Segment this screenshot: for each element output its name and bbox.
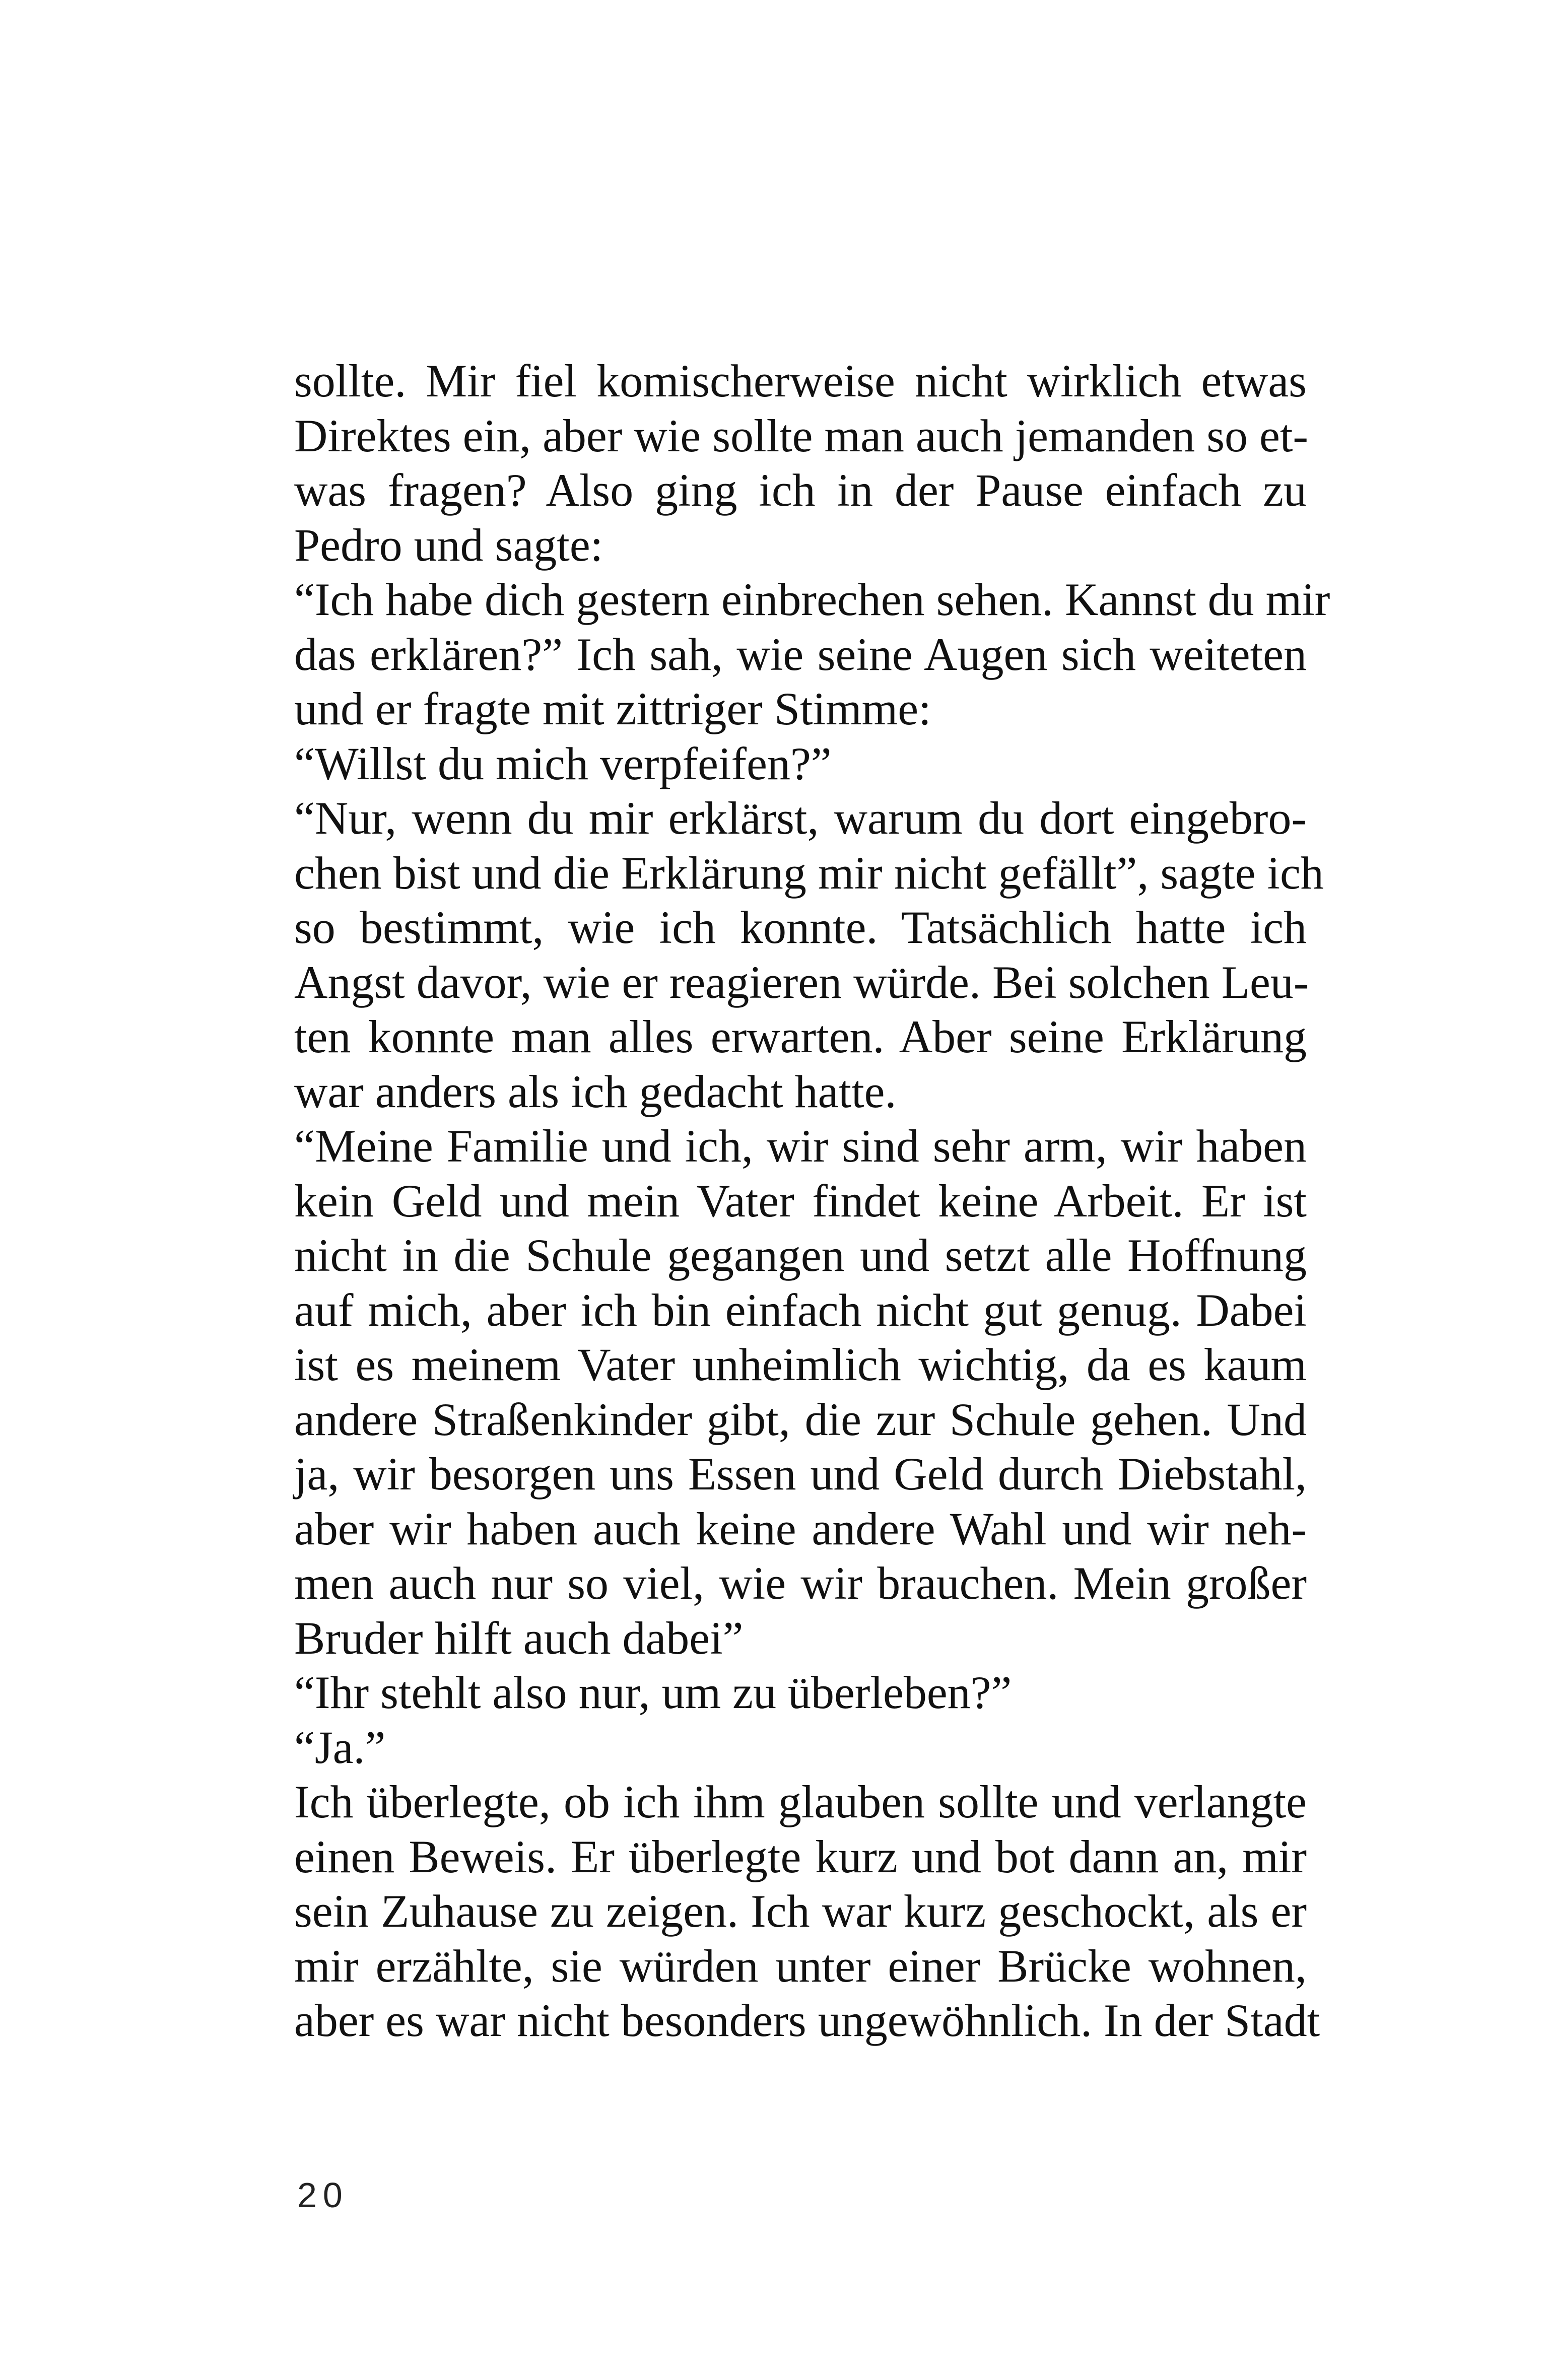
text-line: ist es meinem Vater unheimlich wichtig, da es kaum bbox=[294, 1339, 1307, 1390]
text-line: Bruder hilft auch dabei” bbox=[294, 1612, 744, 1664]
text-line: aber es war nicht besonders ungewöhnlich. In der Stadt bbox=[294, 1995, 1320, 2046]
text-line: Direktes ein, aber wie sollte man auch jemanden so et- bbox=[294, 410, 1309, 461]
text-line: Angst davor, wie er reagieren würde. Bei solchen Leu- bbox=[294, 956, 1309, 1008]
text-line: “Nur, wenn du mir erklärst, warum du dort eingebro- bbox=[294, 792, 1307, 844]
text-line: war anders als ich gedacht hatte. bbox=[294, 1065, 897, 1117]
text-line: so bestimmt, wie ich konnte. Tatsächlich hatte ich bbox=[294, 902, 1307, 953]
text-line: nicht in die Schule gegangen und setzt alle Hoffnung bbox=[294, 1230, 1307, 1281]
text-line: was fragen? Also ging ich in der Pause einfach zu bbox=[294, 464, 1307, 516]
text-line: einen Beweis. Er überlegte kurz und bot dann an, mir bbox=[294, 1830, 1307, 1882]
text-line: sein Zuhause zu zeigen. Ich war kurz geschockt, als er bbox=[294, 1885, 1307, 1937]
text-line: andere Straßenkinder gibt, die zur Schule gehen. Und bbox=[294, 1393, 1307, 1445]
text-line: kein Geld und mein Vater findet keine Arbeit. Er ist bbox=[294, 1175, 1307, 1227]
text-line: “Ihr stehlt also nur, um zu überleben?” bbox=[294, 1667, 1012, 1718]
text-line: ten konnte man alles erwarten. Aber seine Erklärung bbox=[294, 1011, 1307, 1062]
text-line: mir erzählte, sie würden unter einer Brücke wohnen, bbox=[294, 1940, 1307, 1992]
text-line: und er fragte mit zittriger Stimme: bbox=[294, 683, 931, 734]
text-line: auf mich, aber ich bin einfach nicht gut genug. Dabei bbox=[294, 1284, 1307, 1336]
text-line: Ich überlegte, ob ich ihm glauben sollte und verlangte bbox=[294, 1776, 1307, 1827]
text-line: chen bist und die Erklärung mir nicht gefällt”, sagte ich bbox=[294, 847, 1324, 899]
text-line: aber wir haben auch keine andere Wahl und wir neh- bbox=[294, 1503, 1307, 1554]
text-line: ja, wir besorgen uns Essen und Geld durch Diebstahl, bbox=[294, 1448, 1307, 1500]
text-line: das erklären?” Ich sah, wie seine Augen sich weiteten bbox=[294, 628, 1307, 680]
page-number: 20 bbox=[297, 2175, 349, 2215]
text-line: “Ja.” bbox=[294, 1721, 386, 1773]
text-line: men auch nur so viel, wie wir brauchen. Mein großer bbox=[294, 1557, 1307, 1609]
text-line: Pedro und sagte: bbox=[294, 519, 603, 571]
text-line: “Meine Familie und ich, wir sind sehr arm, wir haben bbox=[294, 1120, 1307, 1172]
body-text bbox=[294, 354, 1330, 2048]
text-line: sollte. Mir fiel komischerweise nicht wirklich etwas bbox=[294, 355, 1307, 406]
text-line: “Willst du mich verpfeifen?” bbox=[294, 737, 832, 789]
text-line: “Ich habe dich gestern einbrechen sehen. Kannst du mir bbox=[294, 574, 1330, 625]
